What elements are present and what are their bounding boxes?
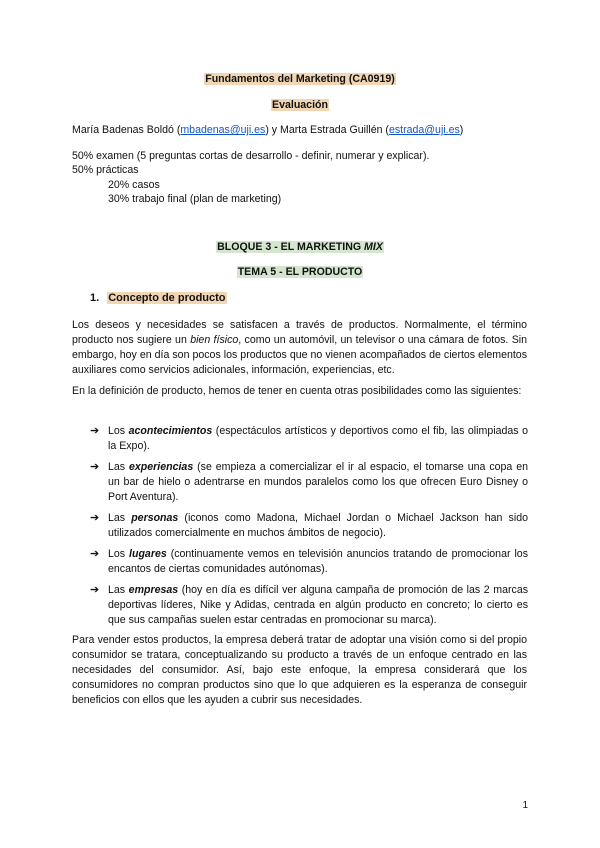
list-item-pre: Los [108, 548, 130, 560]
list-item-post: (iconos como Madona, Michael Jordan o Michael Jackson han sido utilizados comercialmente en muchos ámbitos de negocio). [108, 512, 528, 539]
list-item-post: (espectáculos artísticos y deportivos como el fib, las olimpiadas o la Expo). [108, 425, 528, 452]
arrow-bullet-icon: ➔ [90, 425, 100, 437]
paragraph-deseos-text-a: Los deseos y necesidades se satisfacen a través de productos. Normalmente, el término producto nos sugiere un [72, 319, 527, 346]
paragraph-vender: Para vender estos productos, la empresa deberá tratar de adoptar una visión como si del propio consumidor se tratara, conceptualizando su producto a través de un enfoque centrado en las necesidades del consumidor. Así, bajo este enfoque, la empresa considerará que los consumidores no compran productos sino que lo que adquieren es la esperanza de conseguir beneficios con ellos que les ayuden a cubrir sus necesidades. [72, 634, 527, 706]
arrow-bullet-icon: ➔ [90, 461, 100, 473]
topic-title: TEMA 5 - EL PRODUCTO [237, 266, 363, 278]
grading-exam: 50% examen (5 preguntas cortas de desarrollo - definir, numerar y explicar). [72, 150, 430, 162]
paragraph-deseos-text-b: , como un automóvil, un televisor o una cámara de fotos. Sin embargo, hoy en día son pocos los productos que no vienen acompañados de ciertos elementos auxiliares como servicios adicionales, información, experiencias, etc. [72, 334, 528, 376]
evaluation-heading-row [0, 99, 600, 111]
author-1-email-link[interactable]: mbadenas@uji.es [180, 124, 266, 136]
paragraph-deseos-emphasis: bien físico [190, 334, 239, 346]
author-1-name: María Badenas Boldó ( [72, 124, 181, 136]
list-item-pre: Las [108, 512, 132, 524]
list-item-text [108, 547, 528, 577]
list-item-post: (continuamente vemos en televisión anuncios tratando de promocionar los encantos de ciertas comunidades autónomas). [108, 548, 528, 575]
list-item-text [108, 424, 528, 454]
paragraph-deseos [72, 318, 527, 378]
list-item-text [108, 583, 528, 628]
evaluation-heading: Evaluación [272, 99, 328, 111]
grading-trabajo-final: 30% trabajo final (plan de marketing) [108, 193, 282, 205]
course-title-row [0, 73, 600, 85]
topic-title-row [0, 266, 600, 278]
list-item-pre: Las [108, 461, 130, 473]
section-title: Concepto de producto [108, 292, 226, 304]
section-heading [90, 292, 227, 304]
authors-line [72, 124, 463, 136]
list-item-text [108, 511, 528, 541]
grading-casos: 20% casos [108, 179, 160, 191]
list-item-term: empresas [128, 584, 179, 596]
list-item-pre: Las [108, 584, 129, 596]
list-item-term: lugares [129, 548, 167, 560]
arrow-bullet-icon: ➔ [90, 512, 100, 524]
grading-practicas: 50% prácticas [72, 164, 139, 176]
list-item-post: (se empieza a comercializar el ir al espacio, el tomarse una copa en un bar de hielo o adentrarse en mundos paralelos como los que ofrecen Euro Disney o Port Aventura). [108, 461, 528, 503]
course-title: Fundamentos del Marketing (CA0919) [205, 73, 395, 85]
arrow-bullet-icon: ➔ [90, 548, 100, 560]
authors-close-paren: ) [459, 124, 464, 136]
list-item-term: experiencias [129, 461, 194, 473]
author-2-email-link[interactable]: estrada@uji.es [388, 124, 460, 136]
block-title-text: BLOQUE 3 - EL MARKETING [217, 241, 365, 253]
arrow-bullet-icon: ➔ [90, 584, 100, 596]
list-item-pre: Los [108, 425, 129, 437]
section-number: 1. [90, 292, 100, 304]
list-item-post: (hoy en día es difícil ver alguna campaña de promoción de las 2 marcas deportivas líderes, Nike y Adidas, centrada en algún producto en concreto; lo cierto es que sus campañas suelen estar centradas en promocionar su marca). [108, 584, 529, 626]
block-title-row [0, 241, 600, 253]
list-item-term: personas [131, 512, 179, 524]
author-2-name: ) y Marta Estrada Guillén ( [265, 124, 389, 136]
block-title [216, 241, 384, 253]
page-number: 1 [522, 800, 528, 811]
list-item-term: acontecimientos [128, 425, 213, 437]
paragraph-definicion: En la definición de producto, hemos de tener en cuenta otras posibilidades como las siguientes: [72, 385, 522, 397]
list-item-text [108, 460, 528, 505]
block-title-mix: MIX [364, 241, 383, 253]
